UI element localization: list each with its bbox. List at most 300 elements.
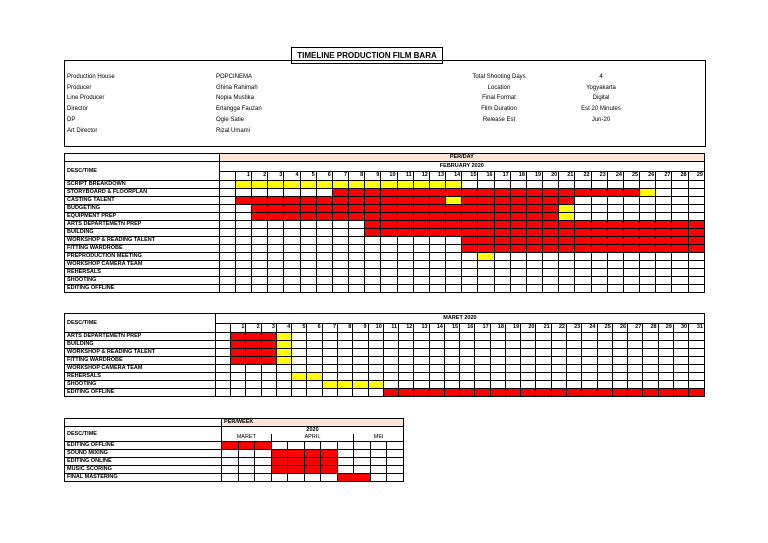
empty-cell xyxy=(582,365,597,373)
empty-cell xyxy=(460,365,475,373)
empty-cell xyxy=(478,261,494,269)
empty-cell xyxy=(591,253,607,261)
yellow-cell xyxy=(365,181,381,189)
day-number: 8 xyxy=(349,171,365,181)
red-cell xyxy=(656,221,672,229)
task-label: PREPRODUCTION MEETING xyxy=(65,253,220,261)
empty-cell xyxy=(354,466,371,474)
empty-cell xyxy=(478,269,494,277)
red-cell xyxy=(231,341,246,349)
page-title: TIMELINE PRODUCTION FILM BARA xyxy=(291,47,443,64)
empty-cell xyxy=(510,277,526,285)
empty-cell xyxy=(462,181,478,189)
day-number: 2 xyxy=(251,171,267,181)
red-cell xyxy=(478,229,494,237)
empty-cell xyxy=(607,277,623,285)
yellow-cell xyxy=(276,341,291,349)
empty-cell xyxy=(536,381,551,389)
empty-cell xyxy=(370,458,387,466)
empty-cell xyxy=(475,381,490,389)
red-cell xyxy=(543,213,559,221)
yellow-cell xyxy=(276,357,291,365)
task-label: EDITING OFFLINE xyxy=(65,442,222,450)
desc-time-header: DESC/TIME xyxy=(65,427,222,442)
red-cell xyxy=(597,389,612,397)
empty-cell xyxy=(559,269,575,277)
empty-cell xyxy=(268,189,284,197)
empty-cell xyxy=(628,357,643,365)
empty-cell xyxy=(429,261,445,269)
empty-cell xyxy=(276,373,291,381)
red-cell xyxy=(510,229,526,237)
info-value: Rizal Umami xyxy=(216,127,251,134)
empty-cell xyxy=(353,373,368,381)
empty-cell xyxy=(222,474,239,482)
red-cell xyxy=(381,229,397,237)
empty-cell xyxy=(494,285,510,293)
task-label: WORKSHOP & READING TALENT xyxy=(65,349,216,357)
empty-cell xyxy=(383,373,398,381)
task-label: WORKSHOP & READING TALENT xyxy=(65,237,220,245)
empty-cell xyxy=(490,365,505,373)
empty-cell xyxy=(526,269,542,277)
empty-cell xyxy=(505,341,520,349)
empty-cell xyxy=(444,365,459,373)
empty-cell xyxy=(251,277,267,285)
day-number: 13 xyxy=(429,171,445,181)
empty-cell xyxy=(656,285,672,293)
red-cell xyxy=(462,205,478,213)
year-row xyxy=(65,427,404,435)
empty-cell xyxy=(231,381,246,389)
day-number: 9 xyxy=(365,171,381,181)
empty-cell xyxy=(413,245,429,253)
empty-cell xyxy=(381,253,397,261)
empty-cell xyxy=(575,197,591,205)
task-label: BUILDING xyxy=(65,341,216,349)
empty-cell xyxy=(365,269,381,277)
empty-cell xyxy=(689,373,705,381)
empty-cell xyxy=(235,229,251,237)
empty-cell xyxy=(643,357,658,365)
month-row xyxy=(65,162,705,172)
empty-cell xyxy=(292,349,307,357)
red-cell xyxy=(246,349,261,357)
empty-cell xyxy=(643,333,658,341)
red-cell xyxy=(478,213,494,221)
empty-cell xyxy=(365,277,381,285)
info-value: Ghina Rahimah xyxy=(216,84,258,91)
task-row xyxy=(65,365,705,373)
task-spacer xyxy=(219,237,235,245)
task-label: WORKSHOP CAMERA TEAM xyxy=(65,261,220,269)
info-right-value: Digital xyxy=(592,95,610,102)
empty-cell xyxy=(688,213,704,221)
red-cell xyxy=(397,205,413,213)
day-number: 20 xyxy=(521,323,536,333)
empty-cell xyxy=(575,269,591,277)
empty-cell xyxy=(251,189,267,197)
task-spacer xyxy=(219,181,235,189)
red-cell xyxy=(462,229,478,237)
empty-cell xyxy=(365,237,381,245)
empty-cell xyxy=(505,365,520,373)
empty-cell xyxy=(446,245,462,253)
day-number: 4 xyxy=(276,323,291,333)
red-cell xyxy=(381,197,397,205)
info-label: Line Producer xyxy=(67,95,105,102)
empty-cell xyxy=(284,237,300,245)
empty-cell xyxy=(591,277,607,285)
empty-cell xyxy=(623,269,639,277)
red-cell xyxy=(526,189,542,197)
info-right-value: Yogyakarta xyxy=(586,84,616,91)
red-cell xyxy=(332,189,348,197)
empty-cell xyxy=(582,381,597,389)
empty-cell xyxy=(307,341,322,349)
empty-cell xyxy=(429,373,444,381)
red-cell xyxy=(383,389,398,397)
day-number: 26 xyxy=(640,171,656,181)
empty-cell xyxy=(566,381,581,389)
empty-cell xyxy=(381,269,397,277)
red-cell xyxy=(446,213,462,221)
empty-cell xyxy=(337,466,354,474)
red-cell xyxy=(321,458,338,466)
info-label: Producer xyxy=(67,84,92,91)
empty-cell xyxy=(261,365,276,373)
day-number: 22 xyxy=(551,323,566,333)
empty-cell xyxy=(597,333,612,341)
empty-cell xyxy=(673,357,688,365)
day-number: 3 xyxy=(261,323,276,333)
red-cell xyxy=(268,205,284,213)
empty-cell xyxy=(387,450,404,458)
task-label: BUDGETING xyxy=(65,205,220,213)
empty-cell xyxy=(597,349,612,357)
empty-cell xyxy=(575,261,591,269)
task-label: EDITING OFFLINE xyxy=(65,389,216,397)
day-number: 12 xyxy=(399,323,414,333)
red-cell xyxy=(494,197,510,205)
red-cell xyxy=(510,197,526,205)
empty-cell xyxy=(551,349,566,357)
empty-cell xyxy=(349,261,365,269)
empty-cell xyxy=(353,341,368,349)
day-number: 12 xyxy=(413,171,429,181)
empty-cell xyxy=(349,245,365,253)
empty-cell xyxy=(414,349,429,357)
task-row xyxy=(65,373,705,381)
empty-cell xyxy=(255,450,272,458)
red-cell xyxy=(261,341,276,349)
red-cell xyxy=(656,245,672,253)
red-cell xyxy=(656,229,672,237)
day-number: 23 xyxy=(591,171,607,181)
empty-cell xyxy=(332,285,348,293)
month-label: APRIL xyxy=(271,434,354,442)
empty-cell xyxy=(268,245,284,253)
day-number: 28 xyxy=(672,171,688,181)
day-number: 3 xyxy=(268,171,284,181)
task-row xyxy=(65,442,404,450)
red-cell xyxy=(478,197,494,205)
empty-cell xyxy=(643,373,658,381)
red-cell xyxy=(397,221,413,229)
empty-cell xyxy=(337,349,352,357)
empty-cell xyxy=(304,442,321,450)
red-cell xyxy=(413,213,429,221)
empty-cell xyxy=(368,373,383,381)
empty-cell xyxy=(673,349,688,357)
red-cell xyxy=(222,442,239,450)
day-number: 27 xyxy=(656,171,672,181)
empty-cell xyxy=(292,381,307,389)
empty-cell xyxy=(656,189,672,197)
red-cell xyxy=(462,221,478,229)
empty-cell xyxy=(494,181,510,189)
red-cell xyxy=(551,389,566,397)
empty-cell xyxy=(261,389,276,397)
task-spacer xyxy=(219,285,235,293)
red-cell xyxy=(673,389,688,397)
red-cell xyxy=(300,205,316,213)
empty-cell xyxy=(688,285,704,293)
empty-cell xyxy=(673,341,688,349)
empty-cell xyxy=(316,253,332,261)
day-number: 19 xyxy=(526,171,542,181)
red-cell xyxy=(643,389,658,397)
empty-cell xyxy=(494,253,510,261)
empty-cell xyxy=(288,474,305,482)
empty-cell xyxy=(444,373,459,381)
red-cell xyxy=(494,189,510,197)
empty-cell xyxy=(640,269,656,277)
empty-cell xyxy=(307,381,322,389)
empty-cell xyxy=(383,349,398,357)
empty-cell xyxy=(429,269,445,277)
red-cell xyxy=(251,213,267,221)
empty-cell xyxy=(300,229,316,237)
red-cell xyxy=(490,389,505,397)
empty-cell xyxy=(316,277,332,285)
empty-cell xyxy=(582,357,597,365)
empty-cell xyxy=(510,269,526,277)
yellow-cell xyxy=(307,373,322,381)
empty-cell xyxy=(381,277,397,285)
task-spacer xyxy=(219,189,235,197)
red-cell xyxy=(365,221,381,229)
empty-cell xyxy=(231,373,246,381)
empty-cell xyxy=(640,277,656,285)
empty-cell xyxy=(672,189,688,197)
red-cell xyxy=(494,205,510,213)
empty-cell xyxy=(307,357,322,365)
empty-cell xyxy=(494,277,510,285)
yellow-cell xyxy=(276,349,291,357)
empty-cell xyxy=(673,381,688,389)
empty-cell xyxy=(460,373,475,381)
empty-cell xyxy=(446,277,462,285)
desc-time-header: DESC/TIME xyxy=(65,162,220,181)
empty-cell xyxy=(551,333,566,341)
info-label: Art Director xyxy=(67,127,98,134)
red-cell xyxy=(575,245,591,253)
yellow-cell xyxy=(640,189,656,197)
empty-cell xyxy=(688,277,704,285)
info-label: Production House xyxy=(67,74,115,80)
red-cell xyxy=(559,237,575,245)
red-cell xyxy=(261,333,276,341)
red-cell xyxy=(429,205,445,213)
empty-cell xyxy=(688,197,704,205)
red-cell xyxy=(543,189,559,197)
empty-cell xyxy=(460,349,475,357)
empty-cell xyxy=(429,349,444,357)
empty-cell xyxy=(222,466,239,474)
empty-cell xyxy=(370,474,387,482)
red-cell xyxy=(478,205,494,213)
empty-cell xyxy=(321,442,338,450)
info-right-label: Film Duration xyxy=(481,106,517,113)
empty-cell xyxy=(543,253,559,261)
empty-cell xyxy=(689,341,705,349)
empty-cell xyxy=(255,466,272,474)
empty-cell xyxy=(381,245,397,253)
empty-cell xyxy=(349,285,365,293)
empty-cell xyxy=(235,205,251,213)
empty-cell xyxy=(397,285,413,293)
empty-cell xyxy=(462,277,478,285)
empty-cell xyxy=(251,245,267,253)
task-spacer xyxy=(219,277,235,285)
red-cell xyxy=(462,213,478,221)
empty-cell xyxy=(300,285,316,293)
task-row xyxy=(65,277,705,285)
yellow-cell xyxy=(446,197,462,205)
empty-cell xyxy=(354,458,371,466)
empty-cell xyxy=(399,365,414,373)
empty-cell xyxy=(566,357,581,365)
empty-cell xyxy=(337,333,352,341)
red-cell xyxy=(397,197,413,205)
month-row xyxy=(65,314,705,324)
red-cell xyxy=(559,245,575,253)
empty-cell xyxy=(689,365,705,373)
empty-cell xyxy=(673,373,688,381)
empty-cell xyxy=(494,261,510,269)
red-cell xyxy=(304,466,321,474)
empty-cell xyxy=(353,349,368,357)
empty-cell xyxy=(368,341,383,349)
empty-cell xyxy=(575,213,591,221)
red-cell xyxy=(246,333,261,341)
task-row xyxy=(65,221,705,229)
day-number: 21 xyxy=(536,323,551,333)
empty-cell xyxy=(368,357,383,365)
empty-cell xyxy=(414,357,429,365)
empty-cell xyxy=(337,389,352,397)
task-label: SHOOTING xyxy=(65,277,220,285)
empty-cell xyxy=(688,189,704,197)
empty-cell xyxy=(337,341,352,349)
empty-cell xyxy=(582,341,597,349)
task-row xyxy=(65,229,705,237)
day-number: 18 xyxy=(510,171,526,181)
empty-cell xyxy=(300,237,316,245)
task-row xyxy=(65,253,705,261)
empty-cell xyxy=(399,373,414,381)
red-cell xyxy=(429,389,444,397)
empty-cell xyxy=(656,277,672,285)
empty-cell xyxy=(222,458,239,466)
day-number: 11 xyxy=(383,323,398,333)
red-cell xyxy=(672,221,688,229)
empty-cell xyxy=(566,333,581,341)
yellow-cell xyxy=(322,381,337,389)
empty-cell xyxy=(300,189,316,197)
empty-cell xyxy=(475,373,490,381)
day-number: 20 xyxy=(543,171,559,181)
yellow-cell xyxy=(559,213,575,221)
empty-cell xyxy=(521,349,536,357)
task-label: EDITING ONLINE xyxy=(65,458,222,466)
empty-cell xyxy=(284,261,300,269)
red-cell xyxy=(332,197,348,205)
red-cell xyxy=(591,229,607,237)
day-number: 16 xyxy=(478,171,494,181)
task-row xyxy=(65,237,705,245)
task-spacer xyxy=(215,333,230,341)
empty-cell xyxy=(387,466,404,474)
empty-cell xyxy=(368,333,383,341)
red-cell xyxy=(446,221,462,229)
empty-cell xyxy=(510,285,526,293)
empty-cell xyxy=(235,285,251,293)
empty-cell xyxy=(397,277,413,285)
info-right-value: 4 xyxy=(599,74,603,80)
empty-cell xyxy=(429,245,445,253)
red-cell xyxy=(462,245,478,253)
empty-cell xyxy=(688,269,704,277)
task-label: FITTING WARDROBE xyxy=(65,357,216,365)
empty-cell xyxy=(399,341,414,349)
empty-cell xyxy=(462,269,478,277)
yellow-cell xyxy=(235,181,251,189)
red-cell xyxy=(591,189,607,197)
red-cell xyxy=(612,389,627,397)
empty-cell xyxy=(381,237,397,245)
info-right-label: Total Shooting Days xyxy=(472,74,526,80)
empty-cell xyxy=(591,285,607,293)
task-label: EQUIPMENT PREP xyxy=(65,213,220,221)
empty-cell xyxy=(543,269,559,277)
empty-cell xyxy=(505,373,520,381)
day-number: 9 xyxy=(353,323,368,333)
empty-cell xyxy=(628,365,643,373)
task-label: WORKSHOP CAMERA TEAM xyxy=(65,365,216,373)
empty-cell xyxy=(689,349,705,357)
empty-cell xyxy=(235,269,251,277)
empty-cell xyxy=(582,333,597,341)
yellow-cell xyxy=(337,381,352,389)
red-cell xyxy=(543,221,559,229)
red-cell xyxy=(349,197,365,205)
empty-cell xyxy=(640,213,656,221)
empty-cell xyxy=(607,213,623,221)
task-spacer xyxy=(219,229,235,237)
empty-cell xyxy=(460,381,475,389)
